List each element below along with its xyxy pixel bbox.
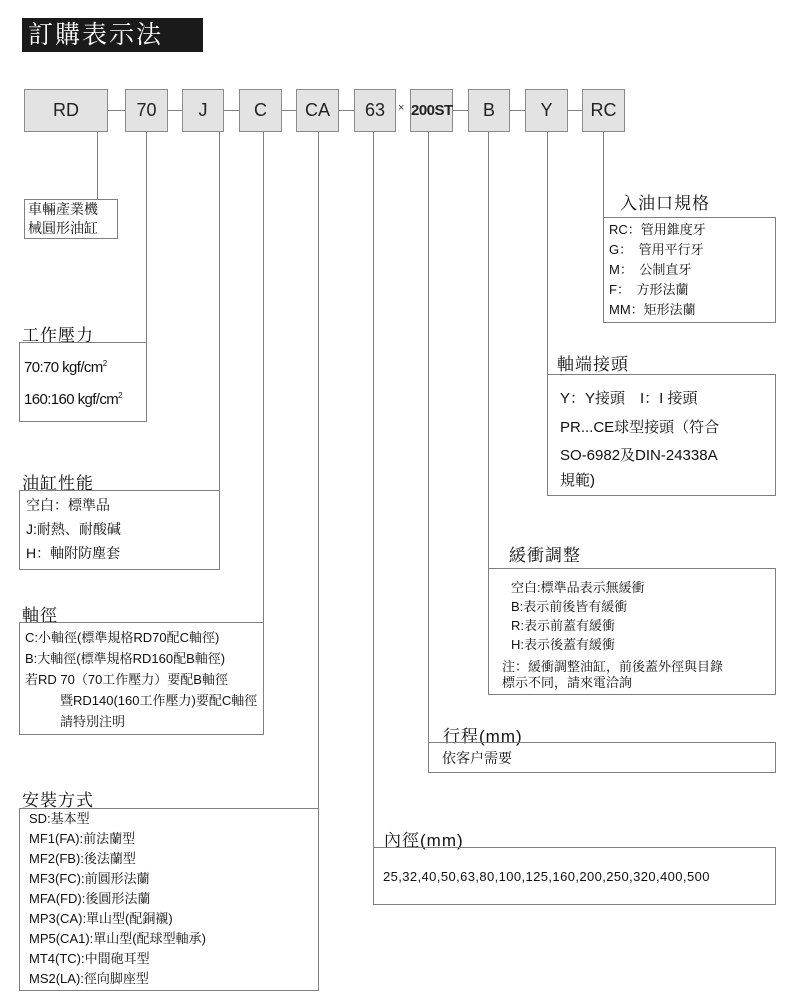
code-box-port: RC <box>582 89 625 132</box>
code-box-mounting: CA <box>296 89 339 132</box>
stroke-box <box>428 742 776 773</box>
mounting-line: MF1(FA):前法蘭型 <box>29 831 136 846</box>
cushion-box <box>488 568 776 695</box>
rod-end-box <box>547 374 776 496</box>
connector <box>339 110 354 111</box>
port-heading: 入油口規格 <box>620 194 710 213</box>
cushion-heading: 緩衝調整 <box>509 546 581 565</box>
leader-line <box>488 132 489 568</box>
bore-values: 25,32,40,50,63,80,100,125,160,200,250,320,400,500 <box>383 869 710 884</box>
rod-end-heading: 軸端接頭 <box>557 355 629 374</box>
mounting-line: SD:基本型 <box>29 811 90 826</box>
leader-line <box>318 132 319 808</box>
leader-line <box>263 132 264 622</box>
performance-line: H：軸附防塵套 <box>26 545 121 561</box>
mounting-line: MFA(FD):後圓形法蘭 <box>29 891 151 906</box>
bore-heading: 內徑(mm) <box>384 831 464 850</box>
leader-line <box>219 132 220 490</box>
mounting-heading: 安裝方式 <box>22 791 94 810</box>
type-line: 械圓形油缸 <box>28 220 98 236</box>
port-line: M： 公制直牙 <box>609 262 692 277</box>
rod-end-line: Y：Y接頭 I：I 接頭 <box>560 390 698 407</box>
port-line: G： 管用平行牙 <box>609 242 704 257</box>
mounting-line: MP3(CA):單山型(配銅襯) <box>29 911 173 926</box>
shaft-line: 暨RD140(160工作壓力)要配C軸徑 <box>60 693 258 708</box>
times-sign: × <box>398 102 405 114</box>
code-box-rd: RD <box>24 89 108 132</box>
port-line: F： 方形法蘭 <box>609 282 689 297</box>
leader-line <box>547 132 548 375</box>
code-box-shaft: C <box>239 89 282 132</box>
performance-box <box>19 490 220 570</box>
cushion-line: H:表示後蓋有緩衝 <box>511 637 616 652</box>
shaft-line: 請特別注明 <box>60 714 126 729</box>
shaft-line: C:小軸徑(標準規格RD70配C軸徑) <box>25 630 220 645</box>
shaft-line: B:大軸徑(標準規格RD160配B軸徑) <box>25 651 226 666</box>
page-title: 訂購表示法 <box>22 18 203 52</box>
leader-line <box>603 132 604 217</box>
cushion-line: B:表示前後皆有緩衝 <box>511 599 628 614</box>
code-box-performance: J <box>182 89 224 132</box>
type-box <box>24 199 118 239</box>
leader-line <box>97 132 98 199</box>
code-box-pressure: 70 <box>125 89 168 132</box>
leader-line <box>146 132 147 342</box>
port-line: RC：管用錐度牙 <box>609 222 706 237</box>
connector <box>510 110 525 111</box>
connector <box>568 110 582 111</box>
rod-end-line: PR...CE球型接頭（符合 <box>560 419 720 436</box>
performance-line: J:耐熱、耐酸碱 <box>26 521 121 537</box>
cushion-line: R:表示前蓋有緩衝 <box>511 618 616 633</box>
connector <box>168 110 182 111</box>
performance-line: 空白：標準品 <box>26 497 110 513</box>
bore-box <box>373 847 776 905</box>
rod-end-line: 規範) <box>560 472 595 489</box>
cushion-note: 注：緩衝調整油缸，前後蓋外徑與目錄 <box>502 659 724 674</box>
code-box-bore: 63 <box>354 89 396 132</box>
code-box-stroke: 200ST <box>410 89 453 132</box>
port-line: MM：矩形法蘭 <box>609 302 696 317</box>
shaft-line: 若RD 70（70工作壓力）要配B軸徑 <box>25 672 228 687</box>
pressure-heading: 工作壓力 <box>22 326 94 345</box>
connector <box>224 110 239 111</box>
mounting-line: MS2(LA):徑向脚座型 <box>29 971 149 986</box>
mounting-line: MP5(CA1):單山型(配球型軸承) <box>29 931 206 946</box>
rod-end-line: SO-6982及DIN-24338A <box>560 447 718 464</box>
stroke-value: 依客户需要 <box>442 750 512 766</box>
port-box <box>603 217 776 323</box>
performance-heading: 油缸性能 <box>22 474 94 493</box>
mounting-line: MF3(FC):前圓形法蘭 <box>29 871 150 886</box>
pressure-box <box>19 342 147 422</box>
cushion-line: 空白:標準品表示無緩衝 <box>511 580 645 595</box>
leader-line <box>373 132 374 847</box>
code-box-cushion: B <box>468 89 510 132</box>
pressure-line: 70:70 kgf/$cm^2$ <box>24 359 107 376</box>
shaft-box <box>19 622 264 735</box>
type-line: 車輛產業機 <box>28 201 98 217</box>
mounting-box <box>19 808 319 991</box>
connector <box>282 110 296 111</box>
stroke-heading: 行程(mm) <box>443 727 523 746</box>
mounting-line: MF2(FB):後法蘭型 <box>29 851 136 866</box>
code-box-rod-end: Y <box>525 89 568 132</box>
leader-line <box>428 132 429 742</box>
mounting-line: MT4(TC):中間砲耳型 <box>29 951 150 966</box>
shaft-heading: 軸徑 <box>22 606 58 625</box>
connector <box>108 110 125 111</box>
cushion-note: 標示不同，請來電洽詢 <box>502 675 633 690</box>
pressure-line: 160:160 kgf/$cm^2$ <box>24 391 123 408</box>
connector <box>453 110 468 111</box>
